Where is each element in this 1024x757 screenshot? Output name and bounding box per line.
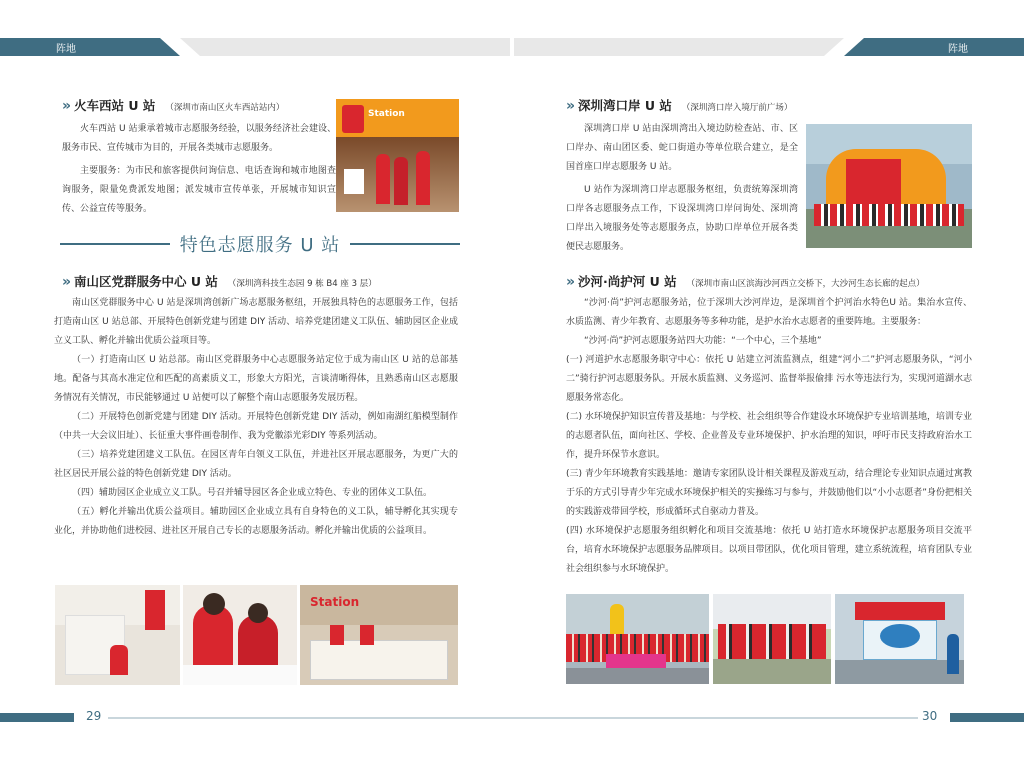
divider-line	[350, 243, 460, 245]
photo-railway-station-u-station	[336, 99, 459, 212]
section-name: 南山区党群服务中心 U 站	[74, 274, 218, 289]
paragraph: U 站作为深圳湾口岸志愿服务枢纽，负责统筹深圳湾口岸各志愿服务点工作，下设深圳湾口岸问询处、深圳湾口岸出入境服务处等志愿服务点，协助口岸单位开展各类便民志愿服务。	[566, 185, 798, 252]
paragraph: (四) 水环境保护志愿服务组织孵化和项目交流基地：依托 U 站打造水环境保护志愿服务项目交流平台，培育水环境保护志愿服务品牌项目。以项目带团队，优化项目管理，建立系统流程，培育团队专业社会组织参与水环境保护。	[566, 526, 972, 574]
station-sign-text: Station	[310, 595, 360, 609]
page-number-left: 29	[86, 709, 102, 723]
station-sign-text: Station	[368, 109, 405, 119]
paragraph: “沙河·尚”护河志愿服务站，位于深圳大沙河岸边，是深圳首个护河治水特色U 站。集治水宣传、水质监测、青少年教育、志愿服务等多种功能，是护水治水志愿者的重要阵地。主要服务：	[566, 298, 972, 327]
paragraph: （二）开展特色创新党建与团建 DIY 活动。开展特色创新党建 DIY 活动，例如南湖红船模型制作（中共一大会议旧址）、长征重大事件画卷制作、我为党徽添光彩DIY 等系列活动。	[54, 412, 458, 441]
photo-river-u-station-group	[566, 594, 709, 684]
section-name: 深圳湾口岸 U 站	[578, 98, 672, 113]
photo-u-station-counter	[300, 585, 458, 685]
double-chevron-icon: »	[566, 274, 573, 290]
section-location: （深圳湾科技生态园 9 栋 B4 座 3 层）	[227, 279, 377, 289]
section-title-railway-station	[62, 96, 284, 114]
section-name: 火车西站 U 站	[74, 98, 156, 113]
section-name: 沙河·尚护河 U 站	[578, 274, 677, 289]
paragraph: （五）孵化并输出优质公益项目。辅助园区企业成立具有自身特色的义工队，辅导孵化其实现专业化，并协助他们进校园、进社区开展自己专长的志愿服务活动。孵化并输出优质的公益项目。	[54, 507, 458, 536]
section-body-shahe-river	[566, 294, 972, 579]
footer-line-left	[108, 717, 518, 719]
paragraph: 主要服务：为市民和旅客提供问询信息、电话查询和城市地图查询服务，限量免费派发地图；派发城市宣传单张，开展城市知识宣传、公益宣传等服务。	[62, 166, 336, 214]
header-tab-left	[0, 38, 180, 56]
photo-volunteers-writing	[183, 585, 297, 685]
divider-line	[60, 243, 170, 245]
section-title-party-center	[62, 272, 377, 290]
feature-heading-text: 特色志愿服务 U 站	[179, 235, 341, 256]
paragraph: （一）打造南山区 U 站总部。南山区党群服务中心志愿服务站定位于成为南山区 U 站的总部基地。配备与其高水准定位和匹配的高素质义工，形象大方阳光，言谈清晰得体，且熟悉南山区志愿服务情况有关情况，市民能够通过 U 站便可以了解整个南山志愿服务发展历程。	[54, 355, 458, 403]
double-chevron-icon: »	[62, 274, 69, 290]
paragraph: （四）辅助园区企业成立义工队。号召并辅导园区各企业成立特色、专业的团体义工队伍。	[72, 488, 433, 498]
paragraph: “沙河·尚”护河志愿服务站四大功能：“一个中心，三个基地”	[584, 336, 822, 346]
header-tab-right-label: 阵地	[948, 44, 968, 55]
section-body-party-center	[54, 294, 458, 541]
section-body-railway-station	[62, 120, 336, 219]
feature-heading	[60, 230, 460, 258]
paragraph: (二) 水环境保护知识宣传普及基地：与学校、社会组织等合作建设水环境保护专业培训基地，培训专业的志愿者队伍，面向社区、学校、企业普及专业环境保护、护水治理的知识，呼吁市民支持政府治水工作，提升环保节水意识。	[566, 412, 972, 460]
paragraph: (三) 青少年环境教育实践基地：邀请专家团队设计相关课程及游戏互动，结合理论专业知识点通过寓教于乐的方式引导青少年完成水环境保护相关的实操练习与参与，并鼓励他们以“小小志愿者”身份把相关的实践游戏带回学校，形成循环式自驱动力普及。	[566, 469, 972, 517]
page-number-right: 30	[922, 709, 938, 723]
photo-river-activity	[713, 594, 831, 684]
section-body-shenzhen-bay-port	[566, 120, 798, 257]
section-title-shahe-river	[566, 272, 925, 290]
footer-line-right	[514, 717, 918, 719]
double-chevron-icon: »	[62, 98, 69, 114]
section-location: （深圳市南山区滨海沙河西立交桥下，大沙河生态长廊的起点）	[686, 279, 925, 289]
section-title-shenzhen-bay-port	[566, 96, 792, 114]
photo-river-booth	[835, 594, 964, 684]
section-location: （深圳市南山区火车西站站内）	[165, 103, 285, 113]
section-location: （深圳湾口岸入境厅前广场）	[681, 103, 793, 113]
photo-port-opening-ceremony	[806, 124, 972, 248]
paragraph: 深圳湾口岸 U 站由深圳湾出入境边防检查站、市、区口岸办、南山团区委、蛇口街道办等单位联合建立，是全国首座口岸志愿服务 U 站。	[566, 124, 798, 172]
photo-volunteer-desk	[55, 585, 180, 685]
paragraph: 火车西站 U 站秉承着城市志愿服务经验，以服务经济社会建设、服务市民、宣传城市为目的，开展各类城市志愿服务。	[62, 124, 336, 153]
paragraph: （三）培养党建团建义工队伍。在园区青年白领义工队伍，并进社区开展志愿服务，为更广大的社区居民开展公益的特色创新党建 DIY 活动。	[54, 450, 458, 479]
header-tab-right	[844, 38, 1024, 56]
header-band-left	[160, 38, 510, 56]
header-tab-left-label: 阵地	[56, 44, 76, 55]
paragraph: 南山区党群服务中心 U 站是深圳湾创新广场志愿服务枢纽，开展独具特色的志愿服务工作，包括打造南山区 U 站总部、开展特色创新党建与团建 DIY 活动、培养党建团建义工队伍、辅助园区企业成立义工队、孵化并输出优质公益项目等。	[54, 298, 458, 346]
footer-bar-right	[950, 713, 1024, 722]
paragraph: (一) 河道护水志愿服务职守中心：依托 U 站建立河流监测点，组建“河小二”护河志愿服务队，“河小二”骑行护河志愿服务队。开展水质监测、义务巡河、监督举报偷排 污水等违法行为，实现河道湖水志愿服务常态化。	[566, 355, 972, 403]
double-chevron-icon: »	[566, 98, 573, 114]
header-band-right	[514, 38, 864, 56]
footer-bar-left	[0, 713, 74, 722]
